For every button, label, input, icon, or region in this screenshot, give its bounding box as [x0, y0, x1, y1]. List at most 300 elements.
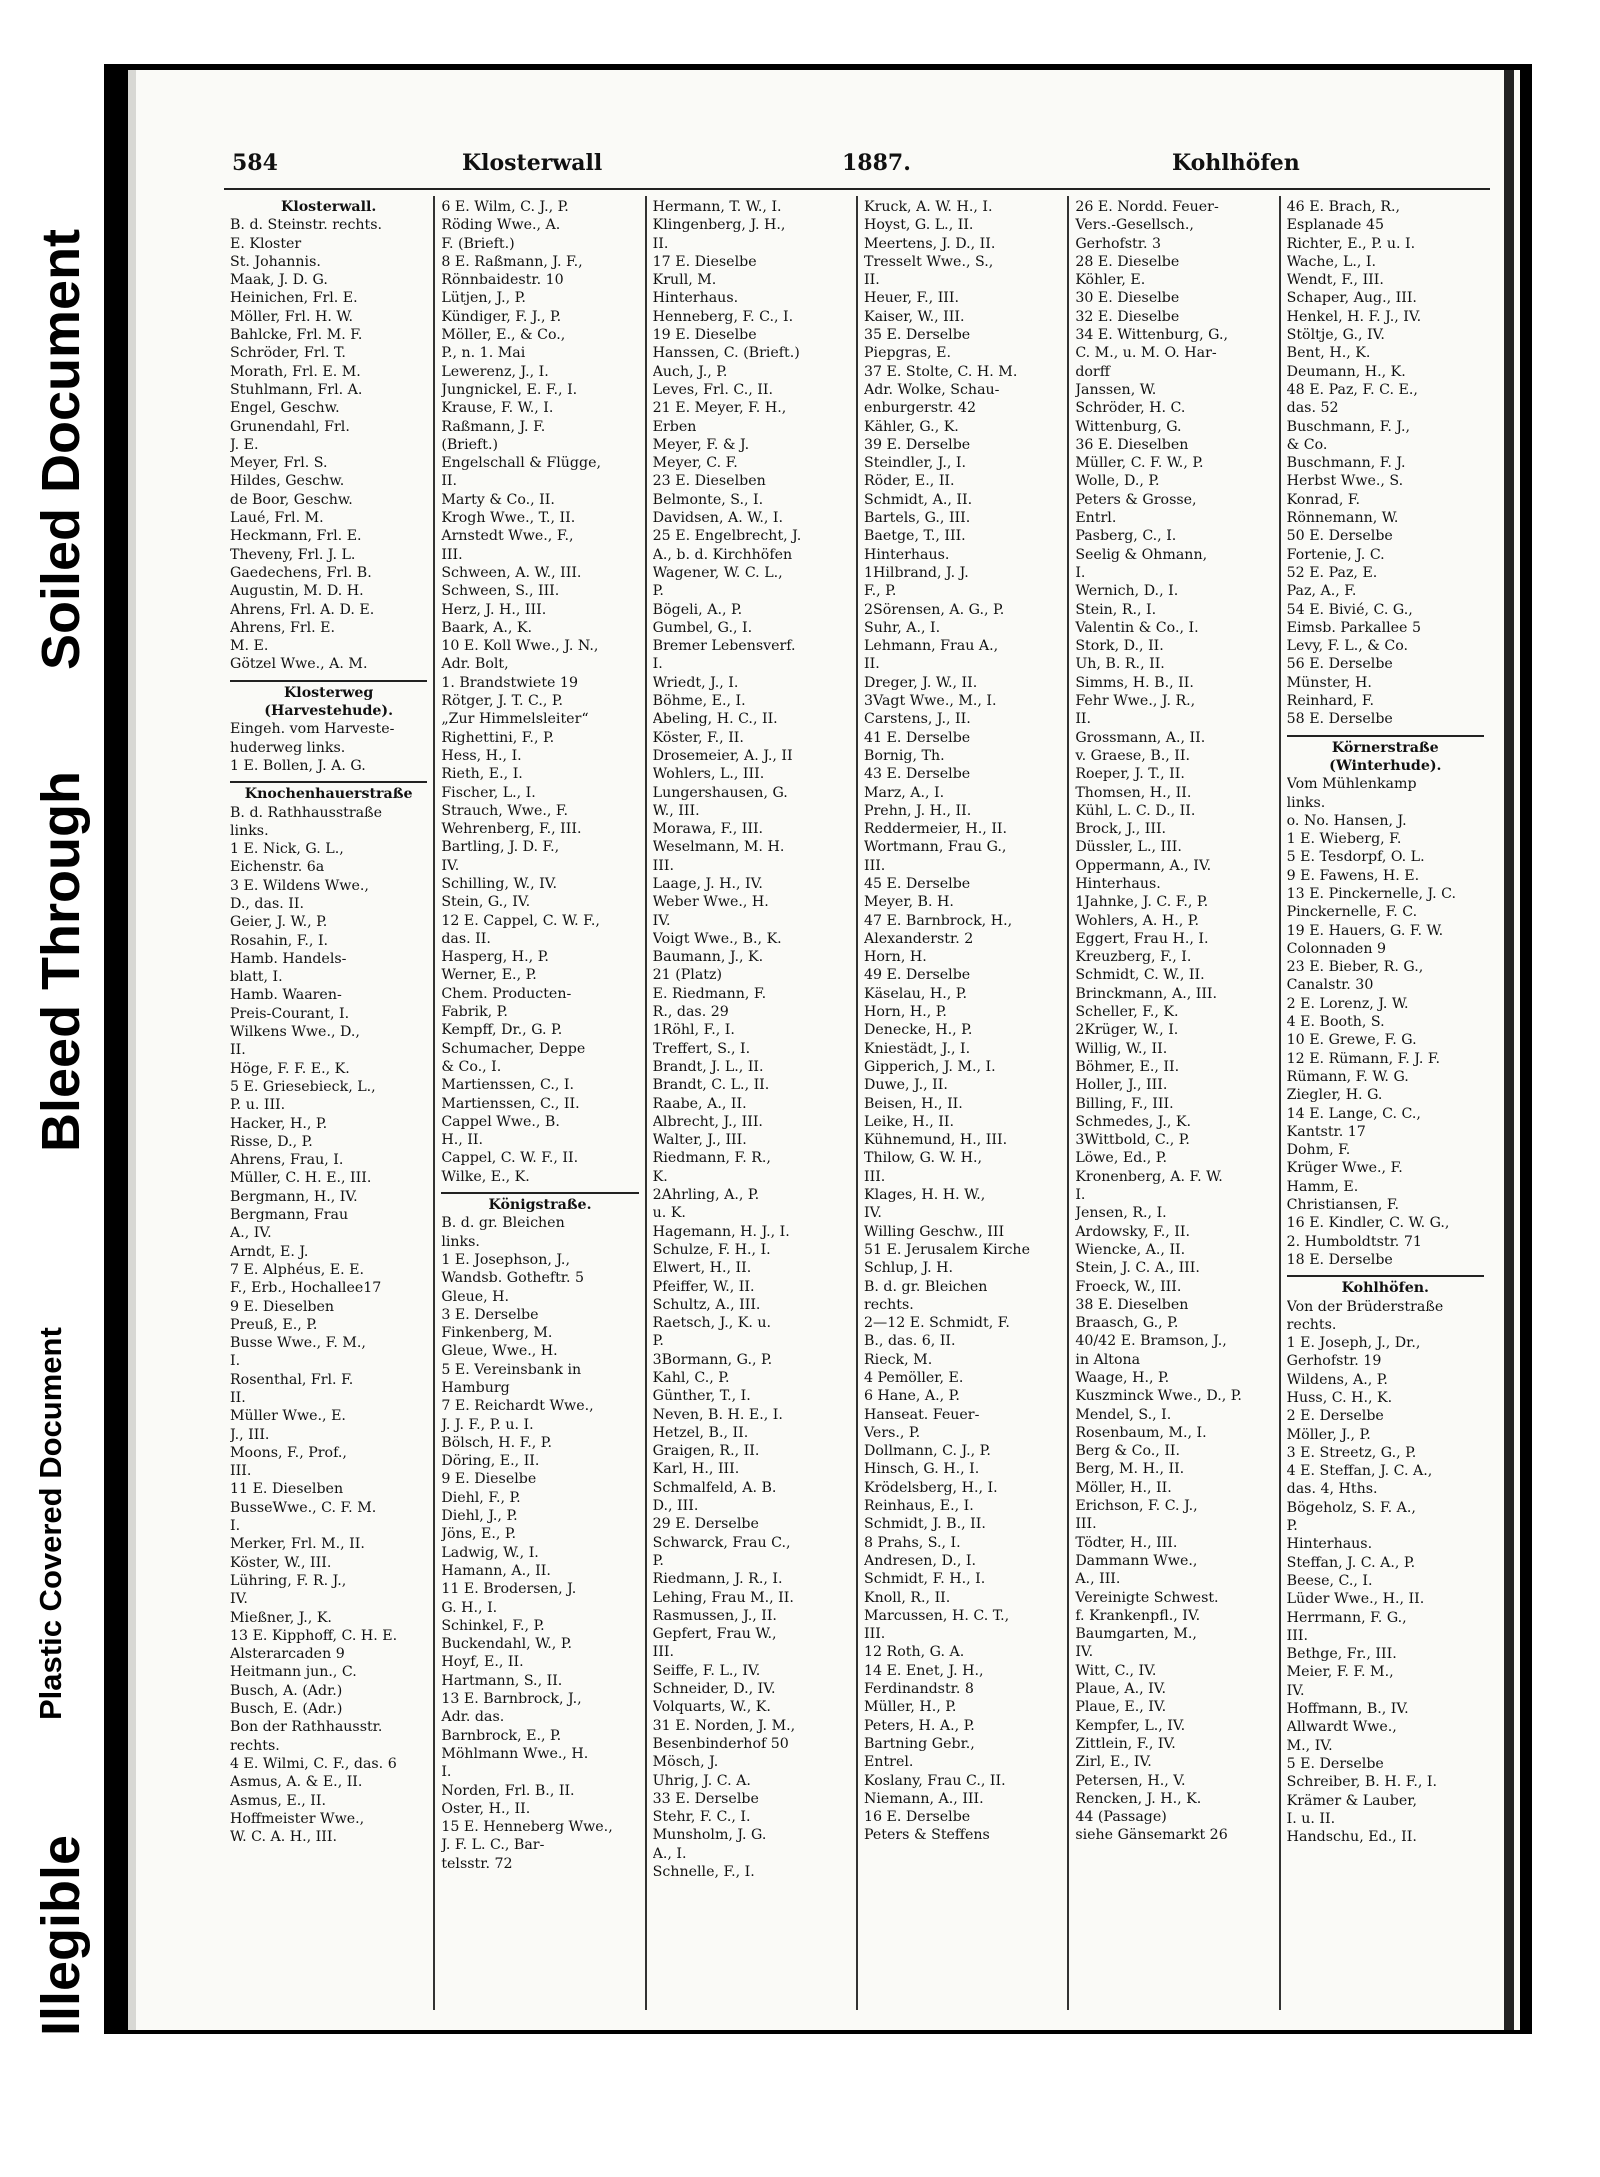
directory-entry: Krüger Wwe., F. — [1286, 1160, 1403, 1177]
directory-entry: Wandsb. Gotheftr. 5 — [441, 1270, 585, 1287]
directory-entry: Lungershausen, G. — [652, 784, 788, 801]
directory-entry: links. — [1286, 794, 1326, 811]
directory-entry: 12 E. Rümann, F. J. F. — [1286, 1050, 1441, 1067]
directory-entry: Meertens, J. D., II. — [863, 235, 996, 252]
directory-entry: Kühl, L. C. D., II. — [1075, 802, 1196, 819]
directory-entry: Hamm, E. — [1286, 1178, 1359, 1195]
directory-entry: Kruck, A. W. H., I. — [863, 199, 993, 215]
directory-entry: G. H., I. — [441, 1599, 498, 1616]
directory-entry: Laué, Frl. M. — [230, 510, 324, 527]
directory-entry: 45 E. Derselbe — [863, 875, 971, 892]
directory-entry: 54 E. Bivié, C. G., — [1286, 601, 1413, 618]
directory-entry: Kuszminck Wwe., D., P. — [1075, 1388, 1242, 1405]
directory-entry: das. II. — [441, 930, 491, 947]
directory-entry: Müller, C. H. E., III. — [230, 1170, 372, 1187]
directory-entry: 50 E. Derselbe — [1286, 528, 1393, 545]
directory-entry: Möhlmann Wwe., H. — [441, 1745, 589, 1762]
directory-entry: Pasberg, C., I. — [1075, 528, 1177, 545]
directory-entry: Baetge, T., III. — [863, 528, 966, 545]
directory-entry: 38 E. Dieselben — [1075, 1296, 1189, 1313]
directory-entry: Koslany, Frau C., II. — [863, 1772, 1006, 1789]
soiled-document-stamp: Soiled Document — [31, 228, 91, 670]
directory-entry: Stein, R., I. — [1075, 601, 1157, 618]
directory-entry: II. — [230, 1390, 246, 1406]
directory-entry: Janssen, W. — [1075, 381, 1157, 398]
directory-entry: 9 E. Dieselben — [230, 1298, 335, 1315]
directory-entry: Chem. Producten- — [441, 985, 572, 1002]
directory-entry: Pinckernelle, F. C. — [1286, 904, 1418, 921]
directory-entry: 23 E. Dieselben — [652, 473, 766, 490]
directory-entry: Arnstedt Wwe., F., — [441, 528, 574, 545]
directory-entry: Hartmann, S., II. — [441, 1672, 563, 1689]
directory-entry: J., III. — [230, 1426, 270, 1443]
directory-entry: Schreiber, B. H. F., I. — [1286, 1774, 1437, 1791]
directory-entry: Möller, Frl. H. W. — [230, 308, 353, 325]
directory-entry: III. — [652, 1644, 674, 1661]
bleed-through-stamp: Bleed Through — [31, 771, 91, 1152]
directory-entry: Müller, C. F. W., P. — [1075, 455, 1204, 472]
directory-entry: 9 E. Fawens, H. E. — [1286, 867, 1420, 884]
directory-entry: Köhler, E. — [1075, 272, 1146, 289]
directory-entry: 5 E. Vereinsbank in — [441, 1361, 582, 1378]
directory-entry: Hinterhaus. — [652, 290, 739, 307]
directory-entry: Vom Mühlenkamp — [1286, 776, 1417, 793]
directory-entry: 3 E. Wildens Wwe., — [230, 877, 369, 894]
directory-entry: Kaiser, W., III. — [863, 308, 965, 325]
directory-entry: Horn, H. — [863, 949, 927, 966]
directory-entry: Wittenburg, G. — [1075, 418, 1182, 435]
directory-entry: Allwardt Wwe., — [1286, 1719, 1397, 1736]
directory-entry: Willing Geschw., III — [863, 1223, 1005, 1240]
directory-entry: Rosenbaum, M., I. — [1075, 1424, 1207, 1441]
directory-entry: Dammann Wwe., — [1075, 1552, 1198, 1569]
directory-entry: 3 E. Streetz, G., P. — [1286, 1444, 1417, 1461]
directory-entry: Raetsch, J., K. u. — [652, 1315, 771, 1332]
directory-entry: Köster, W., III. — [230, 1554, 332, 1571]
directory-entry: 4 Pemöller, E. — [863, 1370, 964, 1386]
directory-entry: Schneider, D., IV. — [652, 1681, 776, 1698]
directory-column — [645, 196, 856, 2010]
directory-entry: Möller, H., II. — [1075, 1479, 1172, 1496]
section-divider — [441, 1192, 638, 1194]
directory-entry: Entrl. — [1075, 510, 1117, 527]
directory-entry: links. — [230, 822, 269, 839]
directory-entry: Bögeholz, S. F. A., — [1286, 1499, 1416, 1516]
directory-entry: Jensen, R., I. — [1075, 1205, 1167, 1222]
directory-entry: F., P. — [863, 583, 897, 600]
directory-entry: Valentin & Co., I. — [1075, 619, 1199, 636]
directory-entry: Gepfert, Frau W., — [652, 1626, 777, 1643]
directory-entry: Götzel Wwe., A. M. — [230, 656, 368, 673]
directory-entry: Hanssen, C. (Brieft.) — [652, 345, 800, 362]
directory-entry: 43 E. Derselbe — [863, 766, 971, 783]
directory-entry: III. — [441, 546, 463, 563]
directory-entry: 23 E. Bieber, R. G., — [1286, 959, 1424, 976]
directory-entry: Alsterarcaden 9 — [230, 1646, 345, 1663]
directory-entry: IV. — [652, 912, 671, 929]
directory-entry: Schulze, F. H., I. — [652, 1241, 771, 1258]
directory-entry: Marcussen, H. C. T., — [863, 1607, 1010, 1624]
directory-entry: Rötger, J. T. C., P. — [441, 693, 564, 710]
directory-entry: Grunendahl, Frl. — [230, 418, 350, 435]
section-divider — [230, 781, 427, 783]
directory-entry: 46 E. Brach, R., — [1286, 199, 1401, 215]
directory-entry: Plaue, A., IV. — [1075, 1681, 1167, 1698]
directory-entry: 11 E. Dieselben — [230, 1481, 344, 1498]
directory-entry: Leves, Frl. C., II. — [652, 381, 773, 398]
directory-entry: Schnelle, F., I. — [652, 1864, 755, 1881]
directory-entry: Krödelsberg, H., I. — [863, 1479, 998, 1496]
directory-entry: Hoffmeister Wwe., — [230, 1810, 365, 1827]
directory-entry: Brock, J., III. — [1075, 821, 1167, 838]
directory-entry: Risse, D., P. — [230, 1133, 313, 1150]
directory-entry: 4 E. Booth, S. — [1286, 1014, 1385, 1031]
running-title-right: Kohlhöfen — [1172, 150, 1300, 176]
directory-entry: Stuhlmann, Frl. A. — [230, 381, 363, 398]
directory-entry: Erben — [652, 418, 697, 435]
directory-entry: Münster, H. — [1286, 674, 1372, 691]
directory-entry: Asmus, E., II. — [230, 1792, 327, 1809]
directory-entry: Höge, F. F. E., K. — [230, 1060, 350, 1077]
directory-entry: Herrmann, F. G., — [1286, 1609, 1407, 1626]
directory-entry: Peters & Steffens — [863, 1827, 990, 1844]
directory-entry: P. — [1286, 1518, 1298, 1535]
directory-entry: Martienssen, C., II. — [441, 1095, 580, 1112]
directory-entry: Marz, A., I. — [863, 784, 945, 801]
directory-entry: Heitmann jun., C. — [230, 1664, 357, 1681]
directory-entry: Holler, J., III. — [1075, 1077, 1168, 1094]
directory-entry: Schween, A. W., III. — [441, 564, 582, 581]
directory-entry: 1. Brandstwiete 19 — [441, 674, 578, 691]
directory-entry: Engelschall & Flügge, — [441, 455, 601, 472]
directory-entry: Froeck, W., III. — [1075, 1278, 1182, 1295]
directory-entry: W. C. A. H., III. — [230, 1829, 337, 1846]
directory-entry: Levy, F. L., & Co. — [1286, 638, 1409, 655]
directory-entry: III. — [863, 1168, 886, 1185]
directory-entry: Zittlein, F., IV. — [1075, 1735, 1176, 1752]
directory-entry: Witt, C., IV. — [1075, 1662, 1157, 1679]
directory-entry: Adr. das. — [441, 1709, 505, 1726]
directory-entry: A., IV. — [230, 1225, 272, 1242]
directory-entry: Eichenstr. 6a — [230, 859, 325, 876]
directory-entry: Prehn, J. H., II. — [863, 802, 972, 819]
directory-entry: 5 E. Griesebieck, L., — [230, 1078, 376, 1095]
directory-entry: 1Jahnke, J. C. F., P. — [1075, 894, 1209, 911]
directory-entry: II. — [863, 656, 880, 673]
directory-entry: III. — [863, 857, 886, 874]
directory-entry: Brinckmann, A., III. — [1075, 985, 1218, 1002]
directory-entry: 16 E. Derselbe — [863, 1809, 971, 1826]
directory-entry: Krull, M. — [652, 272, 717, 289]
section-divider — [1287, 1275, 1484, 1277]
directory-entry: 2—12 E. Schmidt, F. — [863, 1315, 1010, 1332]
directory-entry: Waage, H., P. — [1075, 1370, 1170, 1386]
directory-entry: Böhmer, E., II. — [1075, 1058, 1180, 1075]
page-edge-shadow — [1504, 70, 1514, 2030]
directory-column — [433, 196, 644, 2010]
directory-entry: Voigt Wwe., B., K. — [652, 930, 782, 947]
directory-entry: Roeper, J. T., II. — [1075, 766, 1185, 783]
directory-entry: Lewerenz, J., I. — [441, 363, 549, 380]
directory-entry: Kempff, Dr., G. P. — [441, 1022, 563, 1039]
directory-entry: Hermann, T. W., I. — [652, 199, 782, 215]
directory-entry: 48 E. Paz, F. C. E., — [1286, 381, 1418, 398]
directory-entry: Rosahin, F., I. — [230, 932, 329, 949]
directory-entry: II. — [863, 272, 880, 289]
directory-entry: I. u. II. — [1286, 1810, 1336, 1827]
directory-entry: Wortmann, Frau G., — [863, 839, 1007, 856]
directory-entry: Bent, H., K. — [1286, 345, 1371, 362]
directory-entry: Wriedt, J., I. — [652, 674, 739, 691]
page-year: 1887. — [842, 150, 911, 176]
directory-entry: III. — [1075, 1516, 1097, 1533]
directory-entry: Abeling, H. C., II. — [652, 711, 778, 728]
directory-entry: Bergmann, H., IV. — [230, 1188, 358, 1205]
directory-entry: Böhme, E., I. — [652, 693, 746, 710]
directory-entry: E. Riedmann, F. — [652, 985, 767, 1002]
directory-entry: Wernich, D., I. — [1075, 583, 1179, 600]
directory-entry: Reinhard, F. — [1286, 693, 1375, 710]
directory-entry: Peters, H. A., P. — [863, 1717, 975, 1734]
directory-entry: A., III. — [1075, 1571, 1121, 1588]
directory-entry: I. — [1075, 1187, 1086, 1204]
directory-entry: Schwarck, Frau C., — [652, 1534, 791, 1551]
directory-entry: Rosenthal, Frl. F. — [230, 1371, 354, 1388]
directory-entry: Asmus, A. & E., II. — [230, 1774, 363, 1791]
directory-entry: Schween, S., III. — [441, 583, 560, 600]
directory-entry: 52 E. Paz, E. — [1286, 564, 1378, 581]
directory-entry: Bahlcke, Frl. M. F. — [230, 327, 363, 344]
directory-entry: Reinhaus, E., I. — [863, 1498, 974, 1515]
directory-entry: Maak, J. D. G. — [230, 272, 328, 289]
directory-entry: H., II. — [441, 1132, 483, 1149]
directory-entry: Adr. Wolke, Schau- — [863, 381, 1000, 398]
directory-entry: v. Graese, B., II. — [1075, 747, 1191, 764]
directory-entry: Kündiger, F. J., P. — [441, 308, 562, 325]
directory-entry: Kähler, G., K. — [863, 418, 959, 435]
directory-entry: III. — [652, 857, 674, 874]
directory-entry: Busse Wwe., F. M., — [230, 1335, 366, 1352]
directory-entry: Cappel Wwe., B. — [441, 1113, 560, 1130]
directory-entry: 3Vagt Wwe., M., I. — [863, 693, 997, 710]
directory-entry: Paz, A., F. — [1286, 583, 1357, 600]
directory-entry: Buschmann, F. J., — [1286, 418, 1411, 435]
directory-entry: Schmidt, A., II. — [863, 491, 973, 508]
directory-entry: Kantstr. 17 — [1286, 1123, 1366, 1140]
header-rule — [224, 188, 1490, 190]
directory-entry: 1 E. Joseph, J., Dr., — [1286, 1335, 1421, 1352]
directory-entry: Schultz, A., III. — [652, 1296, 761, 1313]
directory-entry: Schmedes, J., K. — [1075, 1113, 1191, 1130]
directory-entry: 8 E. Raßmann, J. F., — [441, 253, 583, 270]
directory-entry: rechts. — [863, 1296, 914, 1313]
directory-entry: 33 E. Derselbe — [652, 1790, 759, 1807]
directory-entry: Belmonte, S., I. — [652, 491, 764, 508]
directory-entry: 51 E. Jerusalem Kirche — [863, 1241, 1030, 1258]
directory-entry: BusseWwe., C. F. M. — [230, 1499, 377, 1516]
directory-entry: Petersen, H., V. — [1075, 1772, 1186, 1789]
directory-entry: Diehl, F., P. — [441, 1489, 521, 1506]
directory-entry: 12 Roth, G. A. — [863, 1644, 965, 1661]
directory-entry: P. u. III. — [230, 1097, 286, 1114]
directory-entry: Hasperg, H., P. — [441, 949, 549, 966]
directory-entry: 13 E. Barnbrock, J., — [441, 1691, 582, 1708]
directory-entry: Neven, B. H. E., I. — [652, 1406, 783, 1423]
directory-entry: Wohlers, A. H., P. — [1075, 912, 1199, 929]
directory-entry: Huss, C. H., K. — [1286, 1390, 1393, 1406]
directory-entry: Brandt, J. L., II. — [652, 1058, 764, 1075]
directory-entry: 10 E. Grewe, F. G. — [1286, 1032, 1417, 1049]
directory-entry: Mießner, J., K. — [230, 1609, 332, 1626]
directory-entry: 17 E. Dieselbe — [652, 253, 757, 270]
directory-entry: 2 E. Lorenz, J. W. — [1286, 995, 1409, 1012]
directory-entry: Schmidt, C. W., II. — [1075, 967, 1205, 984]
directory-entry: Mösch, J. — [652, 1754, 719, 1771]
directory-entry: rechts. — [230, 1737, 280, 1754]
directory-entry: P., n. 1. Mai — [441, 345, 526, 362]
directory-entry: Uhrig, J. C. A. — [652, 1772, 751, 1789]
directory-entry: Drosemeier, A. J., II — [652, 747, 793, 764]
directory-entry: Ferdinandstr. 8 — [863, 1681, 974, 1698]
directory-entry: Canalstr. 30 — [1286, 977, 1374, 994]
directory-entry: B., das. 6, II. — [863, 1333, 956, 1350]
directory-entry: Wilkens Wwe., D., — [230, 1024, 360, 1041]
directory-entry: B. d. gr. Bleichen — [441, 1215, 565, 1232]
directory-entry: Finkenberg, M. — [441, 1325, 553, 1342]
directory-entry: IV. — [230, 1591, 248, 1608]
directory-entry: Hoyst, G. L., II. — [863, 217, 974, 234]
directory-entry: Hamb. Waaren- — [230, 987, 342, 1004]
directory-entry: Besenbinderhof 50 — [652, 1735, 789, 1752]
street-heading: Körnerstraße — [1331, 739, 1439, 756]
directory-entry: Beisen, H., II. — [863, 1095, 963, 1112]
directory-entry: Buschmann, F. J. — [1286, 455, 1406, 472]
directory-entry: Herbst Wwe., S. — [1286, 473, 1404, 490]
directory-entry: Davidsen, A. W., I. — [652, 510, 783, 527]
directory-entry: Scheller, F., K. — [1075, 1004, 1179, 1021]
directory-entry: Dreger, J. W., II. — [863, 674, 978, 691]
directory-entry: 36 E. Dieselben — [1075, 436, 1189, 453]
directory-entry: Fabrik, P. — [441, 1004, 508, 1021]
directory-entry: P. — [652, 583, 664, 600]
directory-entry: Strauch, Wwe., F. — [441, 802, 569, 819]
directory-entry: 10 E. Koll Wwe., J. N., — [441, 638, 599, 655]
directory-entry: Wohlers, L., III. — [652, 766, 765, 783]
directory-entry: 16 E. Kindler, C. W. G., — [1286, 1215, 1450, 1232]
directory-entry: Eimsb. Parkallee 5 — [1286, 619, 1421, 636]
directory-entry: 19 E. Dieselbe — [652, 327, 757, 344]
directory-entry: Dohm, F. — [1286, 1142, 1351, 1159]
directory-entry: III. — [1286, 1627, 1308, 1644]
directory-entry: Deumann, H., K. — [1286, 363, 1406, 380]
directory-entry: Braasch, G., P. — [1075, 1315, 1179, 1332]
directory-entry: Lehing, Frau M., II. — [652, 1589, 794, 1606]
directory-entry: Wilke, E., K. — [441, 1168, 530, 1185]
directory-entry: Kempfer, L., IV. — [1075, 1717, 1186, 1734]
directory-entry: Berg, M. H., II. — [1075, 1461, 1185, 1478]
directory-entry: 1Röhl, F., I. — [652, 1022, 735, 1039]
directory-entry: IV. — [441, 857, 460, 874]
directory-entry: „Zur Himmelsleiter“ — [441, 711, 589, 728]
directory-entry: Werner, E., P. — [441, 967, 537, 984]
directory-entry: 2. Humboldtstr. 71 — [1286, 1233, 1422, 1250]
directory-entry: Hamann, A., II. — [441, 1562, 551, 1579]
directory-entry: dorff — [1075, 363, 1110, 380]
directory-entry: Hinterhaus. — [863, 546, 950, 563]
directory-entry: IV. — [863, 1205, 882, 1222]
directory-entry: (Brieft.) — [441, 436, 499, 453]
directory-entry: Seiffe, F. L., IV. — [652, 1662, 761, 1679]
directory-entry: I. — [441, 1764, 452, 1781]
directory-entry: Handschu, Ed., II. — [1286, 1829, 1417, 1846]
directory-entry: Schilling, W., IV. — [441, 875, 558, 892]
directory-entry: Suhr, A., I. — [863, 619, 941, 636]
directory-entry: Wolle, D., P. — [1075, 473, 1160, 490]
directory-entry: Karl, H., III. — [652, 1461, 740, 1478]
directory-entry: Preis-Courant, I. — [230, 1005, 350, 1022]
directory-entry: huderweg links. — [230, 739, 346, 756]
directory-entry: Peters & Grosse, — [1075, 491, 1197, 508]
directory-entry: Preuß, E., P. — [230, 1316, 318, 1333]
directory-entry: Buckendahl, W., P. — [441, 1636, 573, 1653]
directory-entry: Löwe, Ed., P. — [1075, 1150, 1167, 1167]
directory-entry: Eggert, Frau H., I. — [1075, 930, 1209, 947]
directory-entry: Gipperich, J. M., I. — [863, 1058, 996, 1075]
directory-entry: das. 52 — [1286, 400, 1339, 417]
directory-entry: Bornig, Th. — [863, 747, 945, 764]
directory-entry: 2 E. Derselbe — [1286, 1408, 1384, 1425]
directory-entry: Hanseat. Feuer- — [863, 1406, 980, 1423]
directory-entry: Erichson, F. C. J., — [1075, 1498, 1198, 1515]
directory-entry: Plaue, E., IV. — [1075, 1699, 1167, 1716]
directory-entry: 30 E. Dieselbe — [1075, 290, 1180, 307]
directory-entry: Rieck, M. — [863, 1351, 933, 1368]
directory-entry: P. — [652, 1333, 664, 1350]
directory-entry: Reddermeier, H., II. — [863, 821, 1008, 838]
directory-entry: B. d. Steinstr. rechts. — [230, 217, 383, 234]
directory-entry: Merker, Frl. M., II. — [230, 1536, 365, 1553]
directory-entry: Tresselt Wwe., S., — [863, 253, 994, 270]
directory-entry: II. — [652, 235, 669, 252]
directory-entry: 4 E. Steffan, J. C. A., — [1286, 1463, 1433, 1480]
directory-entry: Wendt, F., III. — [1286, 272, 1384, 289]
directory-entry: D., das. II. — [230, 895, 304, 912]
directory-entry: Lehmann, Frau A., — [863, 638, 999, 655]
directory-entry: Weber Wwe., H. — [652, 894, 769, 911]
plastic-covered-stamp: Plastic Covered Document — [33, 1327, 68, 1720]
directory-entry: Gumbel, G., I. — [652, 619, 753, 636]
directory-entry: Knoll, R., II. — [863, 1589, 951, 1606]
directory-entry: 49 E. Derselbe — [863, 967, 971, 984]
directory-entry: blatt, I. — [230, 969, 283, 986]
directory-entry: Riedmann, J. R., I. — [652, 1571, 783, 1588]
directory-entry: Busch, E. (Adr.) — [230, 1701, 343, 1718]
directory-entry: Meyer, Frl. S. — [230, 455, 328, 472]
directory-entry: Alexanderstr. 2 — [863, 930, 974, 947]
directory-entry: Kniestädt, J., I. — [863, 1040, 971, 1057]
directory-entry: Baumann, J., K. — [652, 949, 764, 966]
directory-entry: Norden, Frl. B., II. — [441, 1782, 575, 1799]
directory-entry: 40/42 E. Bramson, J., — [1075, 1333, 1227, 1350]
directory-entry: Bergmann, Frau — [230, 1207, 349, 1224]
directory-entry: Ahrens, Frl. E. — [230, 619, 336, 636]
directory-entry: Auch, J., P. — [652, 363, 728, 380]
directory-entry: 58 E. Derselbe — [1286, 711, 1393, 728]
directory-entry: 37 E. Stolte, C. H. M. — [863, 363, 1018, 380]
directory-entry: Henneberg, F. C., I. — [652, 308, 794, 325]
directory-entry: II. — [1075, 711, 1092, 728]
directory-entry: Morawa, F., III. — [652, 821, 764, 838]
